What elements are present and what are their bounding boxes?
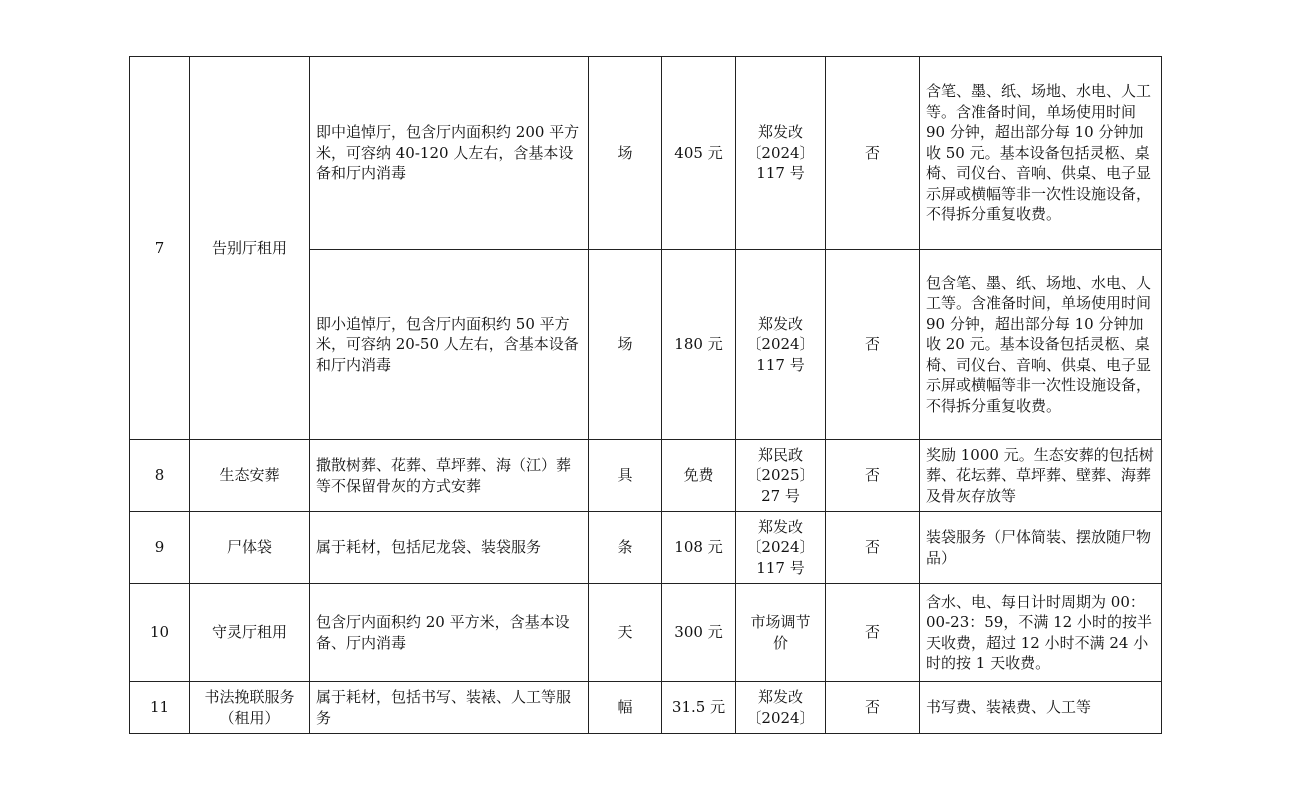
row-number: 8 xyxy=(130,440,190,512)
remark-cell: 书写费、装裱费、人工等 xyxy=(920,682,1162,734)
table-row xyxy=(130,682,1162,734)
price-cell: 180 元 xyxy=(662,250,736,440)
row-number: 7 xyxy=(130,57,190,440)
table-row xyxy=(130,440,1162,512)
limited-cell: 否 xyxy=(826,584,920,682)
price-cell: 300 元 xyxy=(662,584,736,682)
basis-line: 〔2024〕 xyxy=(746,335,815,354)
remark-cell: 包含笔、墨、纸、场地、水电、人工等。含准备时间，单场使用时间 90 分钟，超出部分每 10 分钟加收 20 元。基本设备包括灵柩、桌椅、司仪台、音响、供桌、电子显示屏或横幅等非一次性设施设备，不得拆分重复收费。 xyxy=(920,250,1162,440)
limited-cell: 否 xyxy=(826,512,920,584)
remark-cell: 含笔、墨、纸、场地、水电、人工等。含准备时间，单场使用时间 90 分钟，超出部分每 10 分钟加收 50 元。基本设备包括灵柩、桌椅、司仪台、音响、供桌、电子显示屏或横幅等非一次性设施设备，不得拆分重复收费。 xyxy=(920,57,1162,250)
basis-cell xyxy=(736,682,826,734)
item-name: 尸体袋 xyxy=(190,512,310,584)
basis-cell xyxy=(736,250,826,440)
row-number: 11 xyxy=(130,682,190,734)
basis-line: 价 xyxy=(772,633,788,652)
basis-line: 郑发改 xyxy=(757,517,803,536)
price-cell: 108 元 xyxy=(662,512,736,584)
table-row xyxy=(130,512,1162,584)
basis-line: 117 号 xyxy=(756,164,805,183)
fee-table xyxy=(129,56,1162,734)
limited-cell: 否 xyxy=(826,440,920,512)
item-name: 告别厅租用 xyxy=(190,57,310,440)
table-row xyxy=(130,57,1162,250)
row-number: 10 xyxy=(130,584,190,682)
basis-line: 郑发改 xyxy=(757,123,803,142)
basis-line: 郑民政 xyxy=(757,445,803,464)
basis-line: 〔2024〕 xyxy=(746,708,815,727)
service-content: 包含厅内面积约 20 平方米，含基本设备、厅内消毒 xyxy=(310,584,589,682)
basis-cell xyxy=(736,584,826,682)
item-name: 守灵厅租用 xyxy=(190,584,310,682)
remark-cell: 含水、电、每日计时周期为 00：00-23：59，不满 12 小时的按半天收费，超过 12 小时不满 24 小时的按 1 天收费。 xyxy=(920,584,1162,682)
price-cell: 405 元 xyxy=(662,57,736,250)
unit-cell: 条 xyxy=(589,512,662,584)
basis-cell xyxy=(736,512,826,584)
fee-table-page xyxy=(129,56,1161,734)
basis-line: 117 号 xyxy=(756,355,805,374)
unit-cell: 场 xyxy=(589,57,662,250)
service-content: 即小追悼厅，包含厅内面积约 50 平方米，可容纳 20-50 人左右，含基本设备和厅内消毒 xyxy=(310,250,589,440)
unit-cell: 幅 xyxy=(589,682,662,734)
item-name: 生态安葬 xyxy=(190,440,310,512)
limited-cell: 否 xyxy=(826,250,920,440)
basis-line: 〔2024〕 xyxy=(746,538,815,557)
price-cell: 免费 xyxy=(662,440,736,512)
basis-line: 郑发改 xyxy=(757,688,803,706)
service-content: 属于耗材，包括书写、装裱、人工等服务 xyxy=(310,682,589,734)
basis-line: 27 号 xyxy=(761,486,800,505)
basis-cell xyxy=(736,57,826,250)
basis-line: 〔2025〕 xyxy=(746,466,815,485)
item-name: 书法挽联服务（租用） xyxy=(190,682,310,734)
basis-line: 市场调节 xyxy=(750,613,811,631)
table-row xyxy=(130,584,1162,682)
service-content: 撒散树葬、花葬、草坪葬、海（江）葬等不保留骨灰的方式安葬 xyxy=(310,440,589,512)
basis-line: 117 号 xyxy=(756,558,805,577)
limited-cell: 否 xyxy=(826,682,920,734)
unit-cell: 天 xyxy=(589,584,662,682)
row-number: 9 xyxy=(130,512,190,584)
price-cell: 31.5 元 xyxy=(662,682,736,734)
remark-cell: 装袋服务（尸体简装、摆放随尸物品） xyxy=(920,512,1162,584)
basis-cell xyxy=(736,440,826,512)
unit-cell: 具 xyxy=(589,440,662,512)
remark-cell: 奖励 1000 元。生态安葬的包括树葬、花坛葬、草坪葬、壁葬、海葬及骨灰存放等 xyxy=(920,440,1162,512)
unit-cell: 场 xyxy=(589,250,662,440)
basis-line: 〔2024〕 xyxy=(746,143,815,162)
service-content: 即中追悼厅，包含厅内面积约 200 平方米，可容纳 40-120 人左右，含基本设备和厅内消毒 xyxy=(310,57,589,250)
service-content: 属于耗材，包括尼龙袋、装袋服务 xyxy=(310,512,589,584)
basis-line: 郑发改 xyxy=(757,314,803,333)
limited-cell: 否 xyxy=(826,57,920,250)
